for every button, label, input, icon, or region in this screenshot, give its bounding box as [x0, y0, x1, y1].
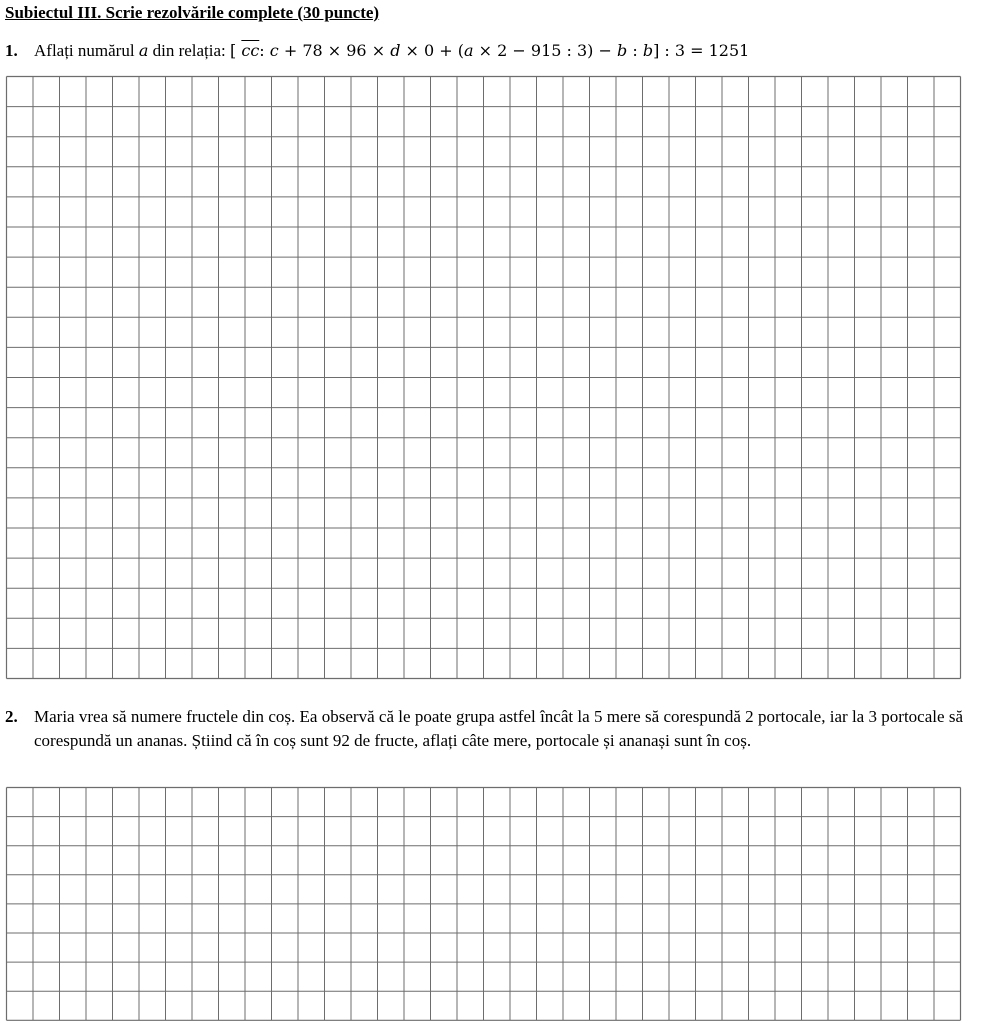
expr-b2: b [642, 41, 654, 60]
expr-a: a [464, 41, 474, 60]
expr-c: c [269, 41, 279, 60]
expr-cc: $\overline{cc}$ [241, 41, 260, 60]
expr-b1: b [617, 41, 628, 60]
problem-1-expression: [ $\overline{cc}$: c + 78 × 96 × d × 0 + (a × 2 − 915 : 3) − b : b] : 3 = 1251 [230, 41, 750, 60]
problem-2-number: 2. [5, 707, 18, 726]
variable-a: a [138, 41, 149, 60]
problem-1-number: 1. [5, 41, 18, 60]
section-title: Subiectul III. Scrie rezolvările complete (30 puncte) [5, 3, 380, 22]
problem-2-text: Maria vrea să numere fructele din coș. Ea observă că le poate grupa astfel încât la 5 mere să corespundă 2 portocale, iar la 3 portocale să corespundă un ananas. Știind că în coș sunt 92 de fructe, aflați câte mere, portocale și ananași sunt în coș. [34, 707, 963, 750]
problem-1-intro: Aflați numărul [34, 41, 135, 60]
expr-d: d [390, 41, 401, 60]
problem-1-relation-word: din relația: [152, 41, 226, 60]
